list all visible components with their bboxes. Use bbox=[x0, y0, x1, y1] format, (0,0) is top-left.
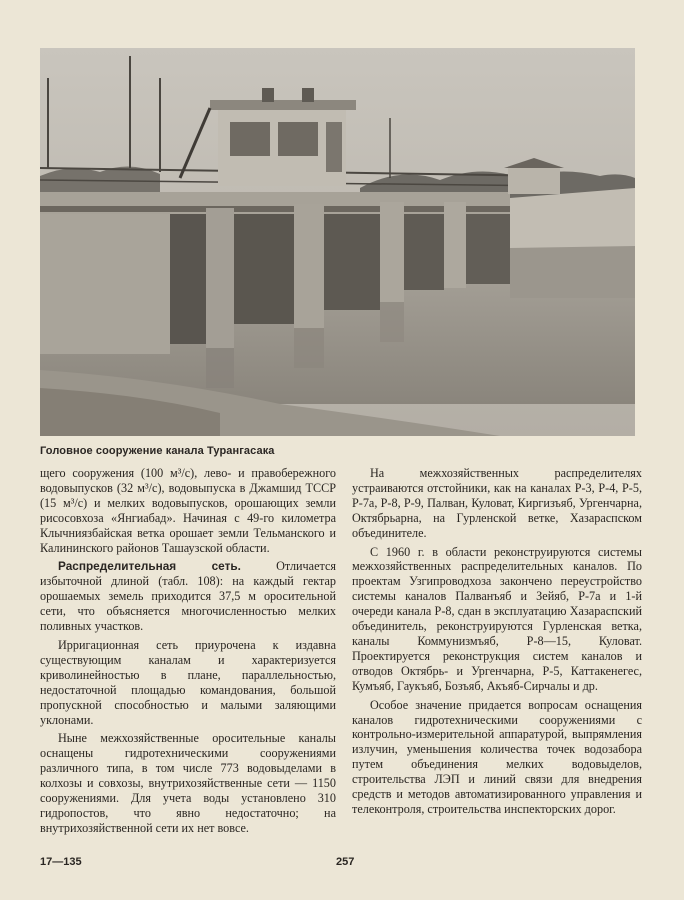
figure-caption: Головное сооружение канала Турангасака bbox=[40, 445, 275, 457]
canal-headworks-photo bbox=[40, 48, 635, 436]
left-paragraph-2-body: Отличается избыточной длиной (табл. 108): на каждый гектар орошаемых земель приходится 37,5 м оросительной сети, что объясняется многочисленностью мелких поливных участков. bbox=[40, 559, 336, 634]
signature-mark: 17—135 bbox=[40, 856, 82, 868]
left-paragraph-1: щего сооружения (100 м³/с), лево- и правобережного водовыпусков (32 м³/с), водовыпуска в Джамшид ТССР (15 м³/с) и мелких водовыпусков, орошающих земли рисосовхоза «Янгиабад». Начиная с 49-го километра Клычниязбайская ветка орошает земли Тельманского и Калининского районов Ташаузской области. bbox=[40, 466, 336, 555]
left-paragraph-3: Ирригационная сеть приурочена к издавна существующим каналам и характеризуется криволинейностью в плане, параллельностью, недостаточной площадью командования, большой пропускной способностью и малыми заляющими уклонами. bbox=[40, 637, 336, 727]
right-paragraph-1: На межхозяйственных распределителях устраиваются отстойники, как на каналах Р-3, Р-4, Р-5, Р-7а, Р-8, Р-9, Палван, Куловат, Киргизъяб, Ургенчарна, Октябрьарна, на Гурленской ветке, Хазараспском объединителе. bbox=[352, 466, 642, 540]
photo-illustration bbox=[40, 48, 635, 436]
right-paragraph-3: Особое значение придается вопросам оснащения каналов гидротехническими сооружениями с контрольно-измерительной аппаратурой, выпрямления излучин, уменьшения количества точек водозабора путем объединения мелких водовыделов, строительства ЛЭП и линий связи для внедрения средств и методов автоматизированного управления и телеконтроля, строительства инспекторских дорог. bbox=[352, 697, 642, 816]
page-number: 257 bbox=[336, 856, 355, 868]
right-paragraph-2: С 1960 г. в области реконструируются системы межхозяйственных распределительных каналов. По проектам Узгипроводхоза закончено переустройство системы каналов Палванъяб и Зейяб, Р-7а и 1-й очереди канала Р-8, сдан в эксплуатацию Хазараспский объединитель, реконструируются Гурленская ветка, каналы Коммунизмъяб, Р-8—15, Куловат. Проектируется реконструкция систем каналов и отводов Октябрь- и Ургенчарна, Р-5, Каттакенегес, Кумъяб, Гаукъяб, Бозъяб, Акъяб-Сирчалы и др. bbox=[352, 544, 642, 693]
section-heading: Распределительная сеть. bbox=[58, 559, 241, 574]
right-column bbox=[352, 466, 642, 817]
left-paragraph-2 bbox=[40, 559, 336, 634]
left-column bbox=[40, 466, 336, 836]
left-paragraph-4: Ныне межхозяйственные оросительные каналы оснащены гидротехническими сооружениями различного типа, в том числе 773 водовыделами в колхозы и совхозы, внутрихозяйственные сети — 1150 сооружениями. Для учета воды установлено 310 гидропостов, что явно недостаточно; на внутрихозяйственной сети их нет вовсе. bbox=[40, 731, 336, 835]
